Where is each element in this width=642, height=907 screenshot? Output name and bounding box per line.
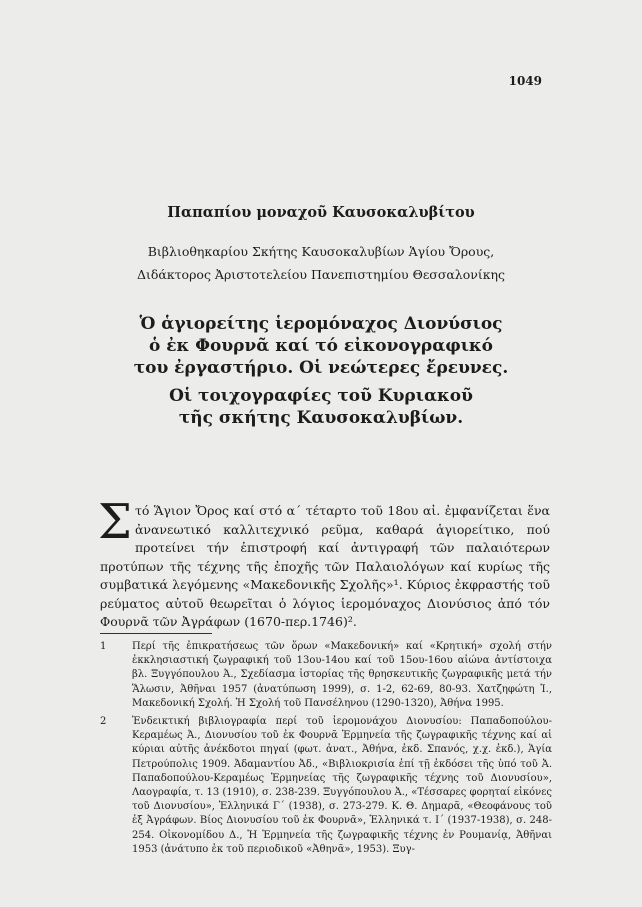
footnote: [100, 640, 552, 711]
footnote-divider: [100, 633, 212, 634]
footnote: [100, 715, 552, 857]
affiliation-line: Διδάκτορος Ἀριστοτελείου Πανεπιστημίου Θεσσαλονίκης: [136, 267, 506, 282]
body-paragraph: [98, 494, 550, 632]
article-title: [0, 313, 642, 429]
body-text: τό Ἅγιον Ὄρος καί στό α΄ τέταρτο τοῦ 18ου αἰ. ἐμφανίζεται ἕνα ἀνανεωτικό καλλιτεχνικό ρεῦμα, καθαρά ἁγιορείτικο, πού προτείνει τήν ἐπιστροφή καί ἀντιγραφή τῶν παλαιότερων προτύπων τῆς τέχνης τῆς ἐποχῆς τῶν Παλαιολόγων καί κυρίως τῆς συμβατικά λεγόμενης «Μακεδονικῆς Σχολῆς»¹. Κύριος ἐκφραστής τοῦ ρεύματος αὐτοῦ θεωρεῖται ὁ λόγιος ἱερομόναχος Διονύσιος ἀπό τόν Φουρνᾶ τῶν Ἀγράφων (1670-περ.1746)².: [100, 503, 550, 629]
footnote-number: 2: [100, 716, 107, 728]
title-line: του ἐργαστήριο. Οἱ νεώτερες ἔρευνες.: [133, 358, 509, 378]
footnote-number: 1: [100, 641, 107, 652]
footnote-text: Περί τῆς ἐπικρατήσεως τῶν ὅρων «Μακεδονική» καί «Κρητική» σχολή στήν ἐκκλησιαστική ζωγραφική τοῦ 13ου-14ου καί τοῦ 15ου-16ου αἰώνα ἀντίστοιχα βλ. Ξυγγόπουλου Ἀ., Σχεδίασμα ἱστορίας τῆς θρησκευτικῆς ζωγραφικῆς μετά τήν Ἅλωσιν, Ἀθῆναι 1957 (ἀνατύπωση 1999), σ. 1-2, 62-69, 80-93. Χατζηφώτη Ἰ., Μακεδονική Σχολή. Ἡ Σχολή τοῦ Πανσέληνου (1290-1320), Ἀθήνα 1995.: [132, 641, 552, 709]
drop-cap: Σ: [98, 494, 132, 550]
author-name: Παπαπίου μοναχοῦ Καυσοκαλυβίτου: [167, 204, 475, 221]
footnote-text: Ἐνδεικτική βιβλιογραφία περί τοῦ ἱερομονάχου Διονυσίου: Παπαδοπούλου-Κεραμέως Ἀ., Διονυσίου τοῦ ἐκ Φουρνᾶ Ἑρμηνεία τῆς ζωγραφικῆς τέχνης καί αἱ κύριαι αὐτῆς ἀνέκδοτοι πηγαί (φωτ. ἀνατ., Ἀθήνα, ἐκδ. Σπανός, χ.χ. ἐκδ.), Ἁγία Πετρούπολις 1909. Ἀδαμαντίου Ἀδ., «Βιβλιοκρισία ἐπί τῇ ἐκδόσει τῆς ὑπό τοῦ Ἀ. Παπαδοπούλου-Κεραμέως Ἑρμηνείας τῆς ζωγραφικῆς τέχνης τοῦ Διονυσίου», Λαογραφία, τ. 13 (1910), σ. 238-239. Ξυγγόπουλου Ἀ., «Τέσσαρες φορηταί εἰκόνες τοῦ Διονυσίου», Ἑλληνικά Γ΄ (1938), σ. 273-279. Κ. Θ. Δημαρᾶ, «Θεοφάνους τοῦ ἐξ Ἀγράφων. Βίος Διονυσίου τοῦ ἐκ Φουρνᾶ», Ἑλληνικά τ. Ι΄ (1937-1938), σ. 248-254. Οἰκονομίδου Δ., Ἡ Ἑρμηνεία τῆς ζωγραφικῆς τέχνης ἐν Ρουμανίᾳ, Ἀθῆναι 1953 (ἀνάτυπο ἐκ τοῦ περιοδικοῦ «Ἀθηνᾶ», 1953). Ξυγ-: [132, 716, 552, 855]
subtitle: [0, 385, 642, 429]
author-affiliation: [0, 240, 642, 286]
page-number: 1049: [508, 74, 542, 88]
title-line: Ὁ ἁγιορείτης ἱερομόναχος Διονύσιος: [139, 314, 503, 334]
affiliation-line: Βιβλιοθηκαρίου Σκήτης Καυσοκαλυβίων Ἁγίου Ὄρους,: [147, 244, 495, 259]
title-line: ὁ ἐκ Φουρνᾶ καί τό εἰκονογραφικό: [148, 336, 494, 356]
subtitle-line: Οἱ τοιχογραφίες τοῦ Κυριακοῦ: [169, 386, 473, 406]
footnotes: [100, 640, 552, 861]
subtitle-line: τῆς σκήτης Καυσοκαλυβίων.: [178, 408, 464, 428]
